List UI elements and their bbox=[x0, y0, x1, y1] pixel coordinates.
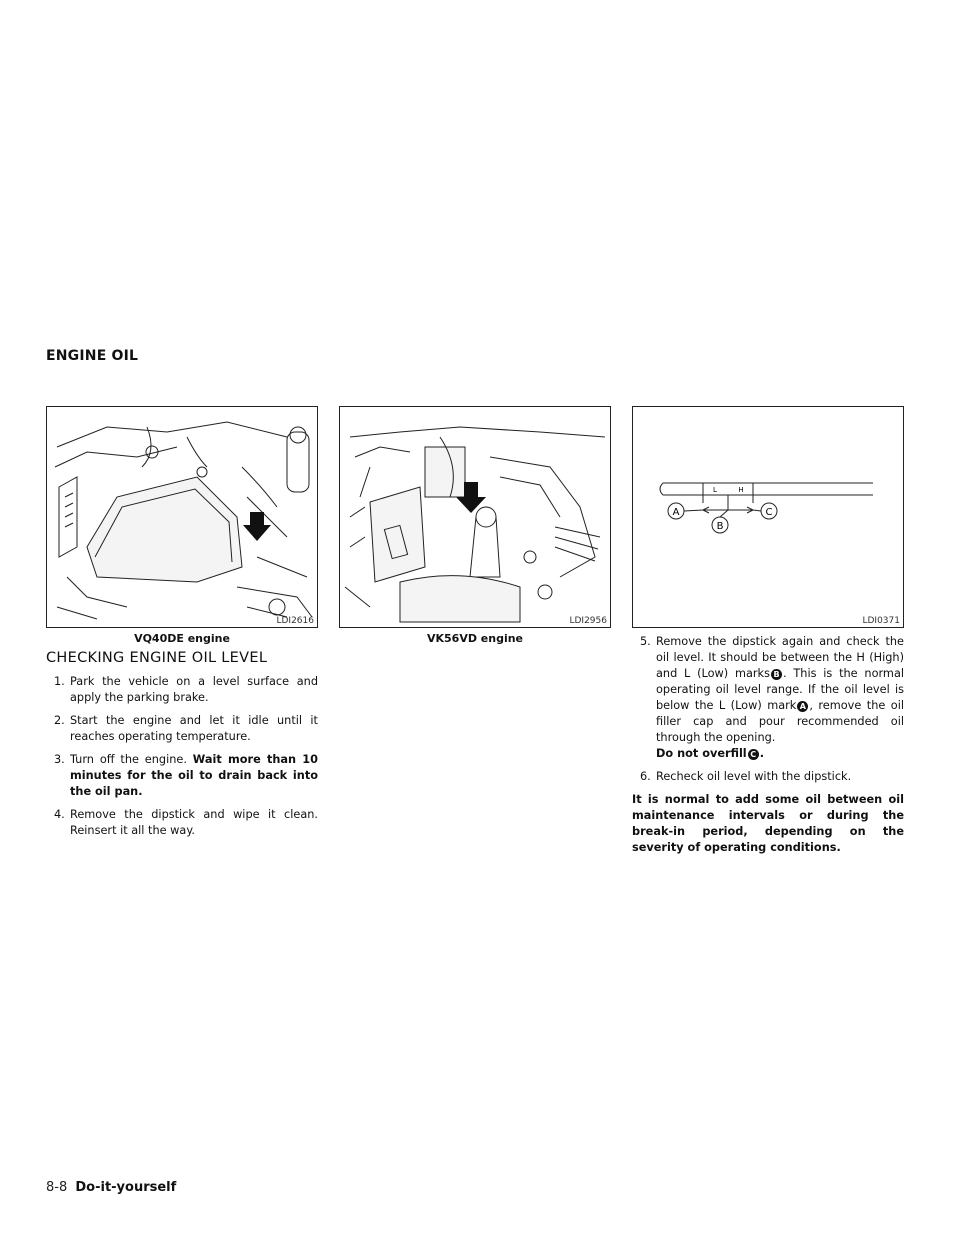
figure-code: LDI0371 bbox=[862, 616, 900, 626]
vq40de-engine-illustration bbox=[47, 407, 318, 628]
step-number: 1. bbox=[54, 675, 65, 688]
step-warning: Wait more than 10 minutes for the oil to drain back into the oil pan. bbox=[70, 753, 318, 798]
dipstick-label-c: C bbox=[765, 507, 773, 518]
figure-code: LDI2956 bbox=[569, 616, 607, 626]
overfill-warning: Do not overfill bbox=[656, 747, 747, 760]
figure-vk56vd-engine bbox=[339, 406, 611, 628]
dipstick-illustration bbox=[633, 407, 904, 628]
figure-dipstick bbox=[632, 406, 904, 628]
mark-b-badge: B bbox=[771, 669, 782, 680]
step-3 bbox=[46, 752, 318, 800]
dipstick-label-b: B bbox=[716, 521, 724, 532]
procedure-heading: CHECKING ENGINE OIL LEVEL bbox=[46, 650, 268, 666]
dipstick-mark-l: L bbox=[713, 486, 717, 494]
step-6 bbox=[632, 769, 904, 785]
dipstick-mark-h: H bbox=[738, 486, 744, 494]
page-footer bbox=[46, 1180, 176, 1195]
right-column bbox=[632, 634, 904, 856]
figure-code: LDI2616 bbox=[276, 616, 314, 626]
step-text: Recheck oil level with the dipstick. bbox=[656, 770, 852, 783]
left-column bbox=[46, 650, 318, 846]
page-number: 8-8 bbox=[46, 1180, 68, 1195]
step-text: Park the vehicle on a level surface and apply the parking brake. bbox=[70, 675, 318, 704]
step-text: . This is the normal operating oil level range. If the oil level is below the L (Low) mark bbox=[656, 667, 904, 712]
step-1 bbox=[46, 674, 318, 706]
dipstick-label-a: A bbox=[672, 507, 680, 518]
step-number: 5. bbox=[640, 635, 651, 648]
step-text: , remove the oil filler cap and pour recommended oil through the opening. bbox=[656, 699, 904, 744]
step-2 bbox=[46, 713, 318, 745]
step-number: 3. bbox=[54, 753, 65, 766]
step-5 bbox=[632, 634, 904, 762]
step-number: 2. bbox=[54, 714, 65, 727]
step-text: Remove the dipstick again and check the oil level. It should be between the H (High) and L (Low) marks bbox=[656, 635, 904, 680]
figure-vq40de-engine bbox=[46, 406, 318, 628]
step-4 bbox=[46, 807, 318, 839]
vk56vd-engine-illustration bbox=[340, 407, 611, 628]
step-text: Turn off the engine. bbox=[70, 753, 193, 766]
figure-caption: VQ40DE engine bbox=[134, 632, 230, 645]
mark-a-badge: A bbox=[797, 701, 808, 712]
step-number: 4. bbox=[54, 808, 65, 821]
step-number: 6. bbox=[640, 770, 651, 783]
chapter-title: Do-it-yourself bbox=[75, 1180, 177, 1195]
maintenance-note: It is normal to add some oil between oil maintenance intervals or during the break-in period, depending on the severity of operating conditions. bbox=[632, 793, 904, 854]
step-text: Remove the dipstick and wipe it clean. Reinsert it all the way. bbox=[70, 808, 318, 837]
step-end: . bbox=[759, 747, 764, 760]
mark-c-badge: C bbox=[748, 749, 759, 760]
figure-caption: VK56VD engine bbox=[426, 632, 524, 645]
section-title: ENGINE OIL bbox=[46, 348, 139, 364]
step-text: Start the engine and let it idle until it reaches operating temperature. bbox=[70, 714, 318, 743]
